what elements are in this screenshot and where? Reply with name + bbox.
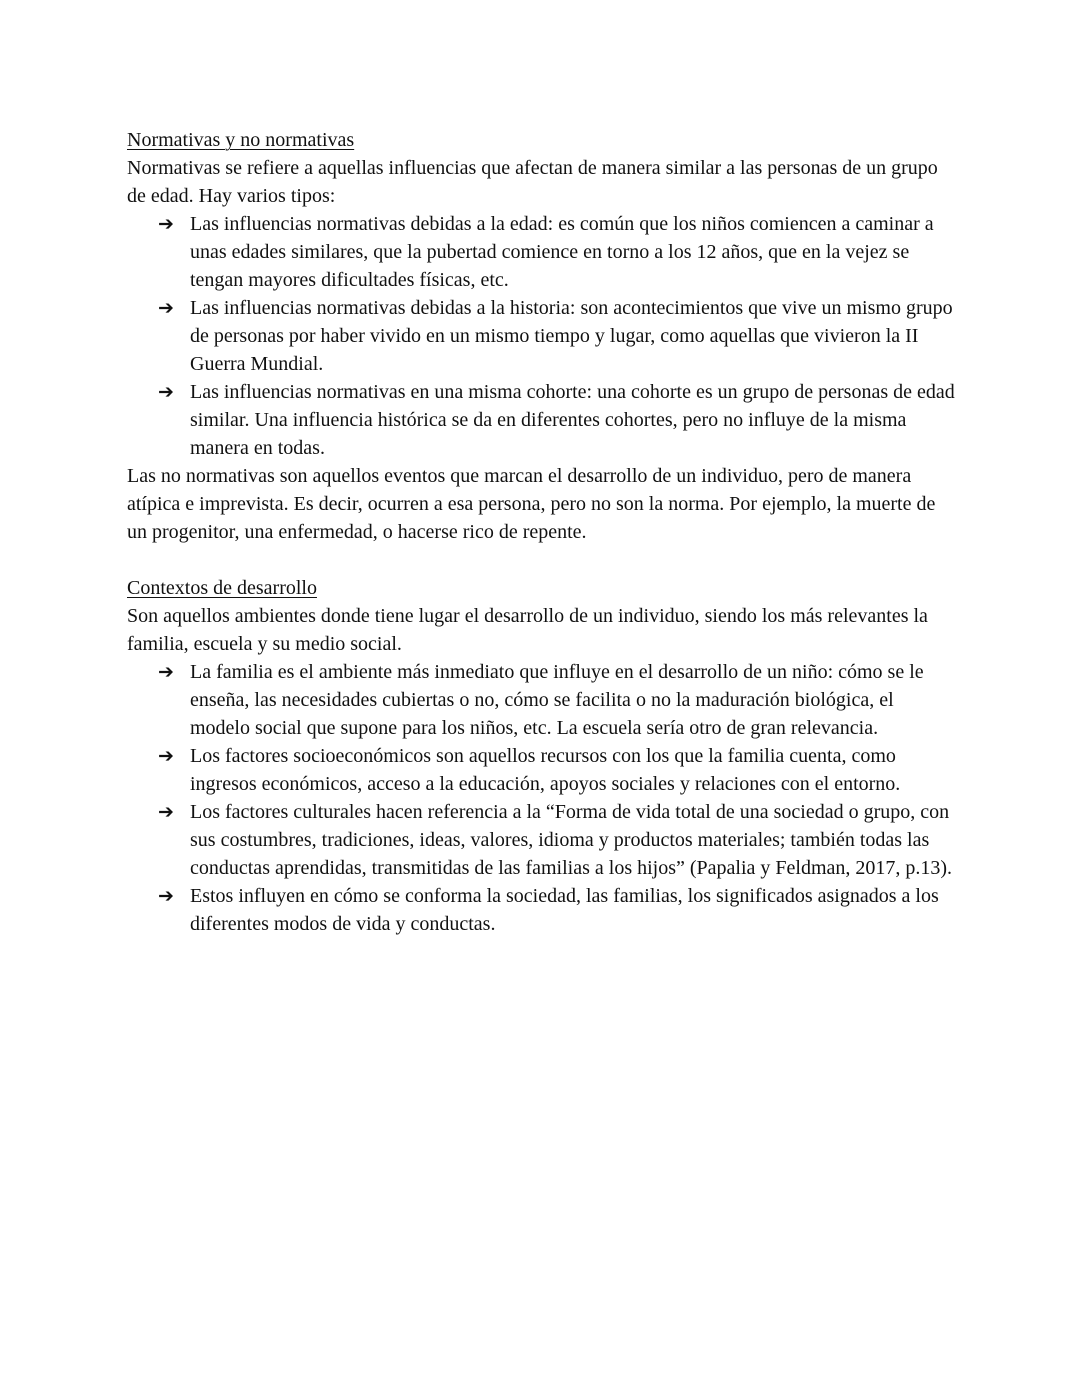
arrow-right-icon: ➔ xyxy=(158,213,174,235)
list-item xyxy=(158,210,957,294)
list-item-text: Las influencias normativas debidas a la edad: es común que los niños comiencen a caminar a unas edades similares, que la pubertad comience en torno a los 12 años, que en la vejez se tengan mayores dificultades físicas, etc. xyxy=(190,213,934,291)
section-spacer xyxy=(127,546,957,574)
list-item xyxy=(158,742,957,798)
section-heading-normativas: Normativas y no normativas xyxy=(127,129,355,151)
arrow-right-icon: ➔ xyxy=(158,801,174,823)
section-intro-normativas: Normativas se refiere a aquellas influencias que afectan de manera similar a las personas de un grupo de edad. Hay varios tipos: xyxy=(127,157,938,207)
section-outro-no-normativas: Las no normativas son aquellos eventos que marcan el desarrollo de un individuo, pero de manera atípica e imprevista. Es decir, ocurren a esa persona, pero no son la norma. Por ejemplo, la muerte de un progenitor, una enfermedad, o hacerse rico de repente. xyxy=(127,465,936,543)
bullet-list-contextos xyxy=(127,658,957,938)
list-item xyxy=(158,882,957,938)
bullet-list-normativas xyxy=(127,210,957,462)
list-item-text: La familia es el ambiente más inmediato que influye en el desarrollo de un niño: cómo se le enseña, las necesidades cubiertas o no, cómo se facilita o no la maduración biológica, el modelo social que supone para los niños, etc. La escuela sería otro de gran relevancia. xyxy=(190,661,924,739)
arrow-right-icon: ➔ xyxy=(158,661,174,683)
list-item-text: Las influencias normativas en una misma cohorte: una cohorte es un grupo de personas de edad similar. Una influencia histórica se da en diferentes cohortes, pero no influye de la misma manera en todas. xyxy=(190,381,955,459)
list-item xyxy=(158,798,957,882)
list-item-text: Estos influyen en cómo se conforma la sociedad, las familias, los significados asignados a los diferentes modos de vida y conductas. xyxy=(190,885,939,935)
section-heading-contextos: Contextos de desarrollo xyxy=(127,577,317,599)
list-item-text: Las influencias normativas debidas a la historia: son acontecimientos que vive un mismo grupo de personas por haber vivido en un mismo tiempo y lugar, como aquellas que vivieron la II Guerra Mundial. xyxy=(190,297,953,375)
arrow-right-icon: ➔ xyxy=(158,297,174,319)
arrow-right-icon: ➔ xyxy=(158,885,174,907)
list-item-text: Los factores culturales hacen referencia a la “Forma de vida total de una sociedad o grupo, con sus costumbres, tradiciones, ideas, valores, idioma y productos materiales; también todas las conductas aprendidas, transmitidas de las familias a los hijos” (Papalia y Feldman, 2017, p.13). xyxy=(190,801,953,879)
list-item xyxy=(158,294,957,378)
arrow-right-icon: ➔ xyxy=(158,745,174,767)
list-item xyxy=(158,378,957,462)
section-intro-contextos: Son aquellos ambientes donde tiene lugar el desarrollo de un individuo, siendo los más relevantes la familia, escuela y su medio social. xyxy=(127,605,928,655)
document-page xyxy=(127,126,957,938)
list-item xyxy=(158,658,957,742)
arrow-right-icon: ➔ xyxy=(158,381,174,403)
list-item-text: Los factores socioeconómicos son aquellos recursos con los que la familia cuenta, como ingresos económicos, acceso a la educación, apoyos sociales y relaciones con el entorno. xyxy=(190,745,901,795)
